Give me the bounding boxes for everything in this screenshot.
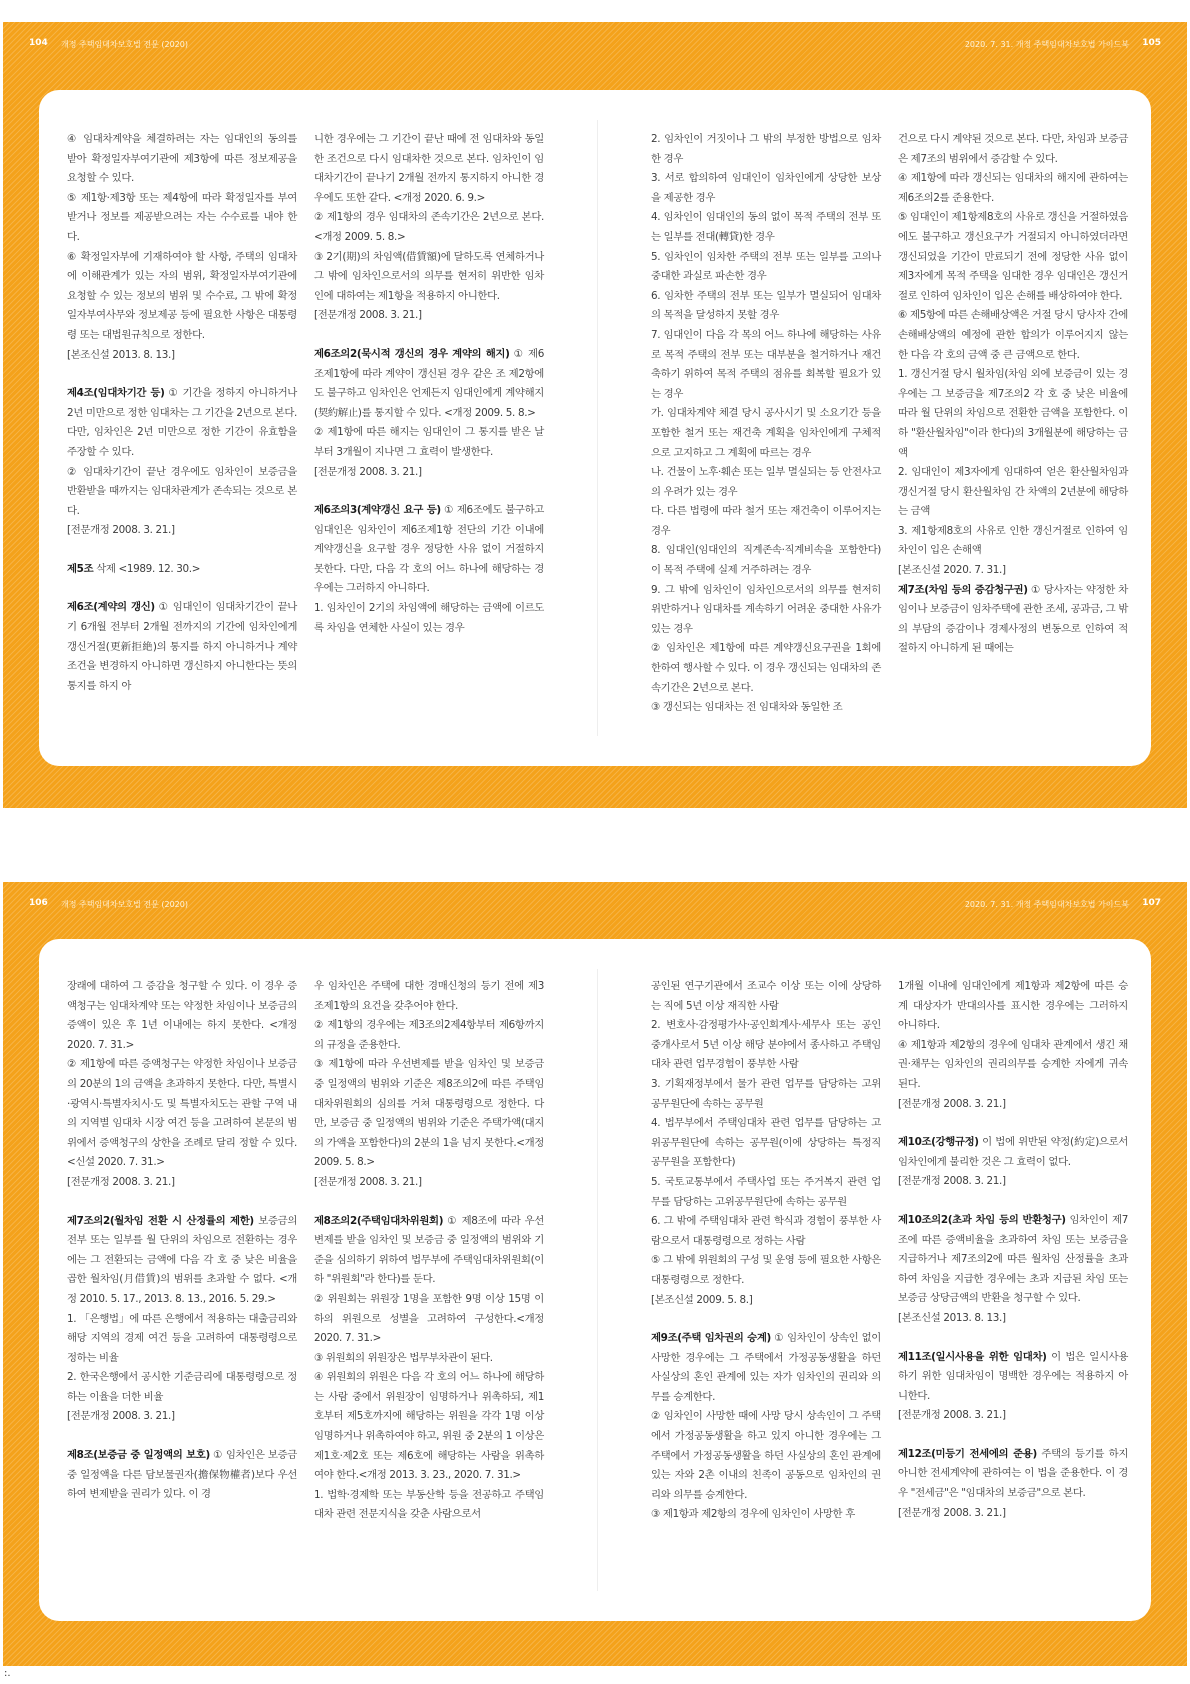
clause-paragraph [651,463,881,502]
paragraph-text: 7. 임대인이 다음 각 목의 어느 하나에 해당하는 사유로 목적 주택의 전부 또는 대부분을 철거하거나 재건축하기 위하여 목적 주택의 점유를 회복할 필요가 있는 경우 [651,328,881,400]
paragraph-text: ⑤ 제1항·제3항 또는 제4항에 따라 확정일자를 부여받거나 정보를 제공받으려는 자는 수수료를 내야 한다. [67,191,297,243]
article-paragraph [898,1133,1128,1172]
paragraph-text: 건으로 다시 계약된 것으로 본다. 다만, 차임과 보증금은 제7조의 범위에서 증감할 수 있다. [898,133,1129,165]
paragraph-text: 5. 임차인이 임차한 주택의 전부 또는 일부를 고의나 중대한 과실로 파손한 경우 [651,250,881,283]
clause-paragraph [651,581,881,640]
running-title-right: 2020. 7. 31. 개정 주택임대차보호법 가이드북 [964,40,1129,49]
clause-paragraph [67,463,297,522]
paragraph-text: [전문개정 2008. 3. 21.] [314,465,422,478]
clause-paragraph [651,287,881,326]
article-heading: 제9조(주택 임차권의 승계) [651,1332,771,1345]
clause-paragraph [67,189,297,248]
page-spread-104-105 [3,22,1187,808]
paragraph-text: ① 임차인이 상속인 없이 사망한 경우에는 그 주택에서 가정공동생활을 하던 사실상의 혼인 관계에 있는 자가 임차인의 권리와 의무를 승계한다. [651,1332,881,1403]
clause-paragraph [651,326,881,404]
paragraph-text: [전문개정 2008. 3. 21.] [67,1410,175,1423]
clause-paragraph [67,1368,297,1407]
page-number-left: 106 [29,898,48,908]
paragraph-text: 장래에 대하여 그 증감을 청구할 수 있다. 이 경우 증액청구는 임대차계약 또는 약정한 차임이나 보증금의 증액이 있은 후 1년 이내에는 하지 못한다. <개정 2020. 7. 31.> [67,980,297,1051]
clause-paragraph [651,1212,881,1251]
clause-paragraph [651,130,881,169]
paragraph-text: ② 제1항의 경우에는 제3조의2제4항부터 제6항까지의 규정을 준용한다. [314,1019,544,1051]
page-number-left: 104 [29,38,48,48]
article-heading: 제6조의2(묵시적 갱신의 경우 계약의 해지) [314,347,510,360]
paragraph-text: [전문개정 2008. 3. 21.] [898,1097,1006,1110]
paragraph-text: 3. 제1항제8호의 사유로 인한 갱신거절로 인하여 임차인이 입은 손해액 [898,524,1128,557]
clause-paragraph [651,1505,881,1525]
paragraph-text: 보증금의 전부 또는 일부를 월 단위의 차임으로 전환하는 경우에는 그 전환되는 금액에 다음 각 호 중 낮은 비율을 곱한 월차임(月借賃)의 범위를 초과할 수 없다. <개정 2010. 5. 17., 2013. 8. 13., 2016. 5. 29.> [67,1214,298,1305]
text-column [314,130,544,638]
article-heading: 제10조(강행규정) [898,1136,979,1149]
clause-paragraph [898,1172,1128,1192]
paragraph-text: [전문개정 2008. 3. 21.] [314,1175,422,1188]
paragraph-text: 5. 국토교통부에서 주택사업 또는 주거복지 관련 업무를 담당하는 고위공무원단에 속하는 공무원 [651,1175,881,1208]
running-title-left: 개정 주택임대차보호법 전문 (2020) [61,900,188,909]
paragraph-text: 임차인이 제7조에 따른 증액비율을 초과하여 차임 또는 보증금을 지급하거나 제7조의2에 따른 월차임 산정률을 초과하여 차임을 지급한 경우에는 초과 지급된 차임 또는 보증금 상당금액의 반환을 청구할 수 있다. [898,1213,1128,1305]
paragraph-text: ① 제6조에도 불구하고 임대인은 임차인이 제6조제1항 전단의 기간 이내에 계약갱신을 요구할 경우 정당한 사유 없이 거절하지 못한다. 다만, 다음 각 호의 어느 하나에 해당하는 경우에는 그러하지 아니하다. [314,504,544,595]
paragraph-text: [본조신설 2020. 7. 31.] [898,564,1006,577]
page-number-right: 105 [1142,38,1161,48]
article-paragraph [898,1445,1128,1504]
clause-paragraph [898,1036,1128,1095]
paragraph-text: 니한 경우에는 그 기간이 끝난 때에 전 임대차와 동일한 조건으로 다시 임대차한 것으로 본다. 임차인이 임대차기간이 끝나기 2개월 전까지 통지하지 아니한 경우에도 또한 같다. <개정 2020. 6. 9.> [314,133,544,204]
paragraph-text: ⑥ 제5항에 따른 손해배상액은 거절 당시 당사자 간에 손해배상액의 예정에 관한 합의가 이루어지지 않는 한 다음 각 호의 금액 중 큰 금액으로 한다. [898,309,1128,361]
article-paragraph [67,1446,297,1505]
clause-paragraph [67,977,297,1055]
clause-paragraph [314,208,544,247]
paragraph-text: [전문개정 2008. 3. 21.] [67,1175,175,1188]
paragraph-text: ② 위원회는 위원장 1명을 포함한 9명 이상 15명 이하의 위원으로 성별을 고려하여 구성한다.<개정 2020. 7. 31.> [314,1292,544,1345]
paragraph-text: ⑥ 확정일자부에 기재하여야 할 사항, 주택의 임대차에 이해관계가 있는 자의 범위, 확정일자부여기관에 요청할 수 있는 정보의 범위 및 수수료, 그 밖에 확정일자부여사무와 정보제공 등에 필요한 사항은 대통령령 또는 대법원규칙으로 정한다. [67,250,297,341]
clause-paragraph [651,1251,881,1290]
paragraph-text: ② 제1항의 경우 임대차의 존속기간은 2년으로 본다.<개정 2009. 5. 8.> [314,211,544,243]
article-heading: 제6조의3(계약갱신 요구 등) [314,504,441,517]
article-heading: 제7조의2(월차임 전환 시 산정률의 제한) [67,1214,254,1227]
clause-paragraph [314,1173,544,1193]
paragraph-text: 2. 임차인이 거짓이나 그 밖의 부정한 방법으로 임차한 경우 [651,133,881,165]
paragraph-text: ① 제6조제1항에 따라 계약이 갱신된 경우 같은 조 제2항에도 불구하고 임차인은 언제든지 임대인에게 계약해지(契約解止)를 통지할 수 있다. <개정 2009. 5. 8.> [314,347,544,419]
paragraph-text: 나. 건물이 노후·훼손 또는 일부 멸실되는 등 안전사고의 우려가 있는 경우 [651,466,882,498]
clause-paragraph [67,130,297,189]
article-heading: 제8조(보증금 중 일정액의 보호) [67,1449,210,1462]
clause-paragraph [314,306,544,326]
paragraph-text: [본조신설 2013. 8. 13.] [898,1311,1006,1324]
clause-paragraph [314,977,544,1016]
clause-paragraph [898,365,1128,463]
clause-paragraph [67,248,297,346]
page-number-right: 107 [1142,898,1161,908]
clause-paragraph [314,599,544,638]
clause-paragraph [314,1368,544,1486]
clause-paragraph [314,1016,544,1055]
clause-paragraph [67,1310,297,1369]
paragraph-text: ① 제8조에 따라 우선변제를 받을 임차인 및 보증금 중 일정액의 범위와 기준을 심의하기 위하여 법무부에 주택임대차위원회(이하 "위원회"라 한다)를 둔다. [314,1214,544,1286]
article-paragraph [898,1211,1128,1309]
paragraph-text: 이 법은 일시사용하기 위한 임대차임이 명백한 경우에는 적용하지 아니한다. [898,1350,1129,1402]
clause-paragraph [651,1016,881,1075]
paragraph-text: 1개월 이내에 임대인에게 제1항과 제2항에 따른 승계 대상자가 반대의사를 표시한 경우에는 그러하지 아니하다. [898,980,1128,1032]
clause-paragraph [314,1055,544,1173]
text-column [67,977,297,1505]
clause-paragraph [898,306,1128,365]
paragraph-text: ③ 제1항에 따라 우선변제를 받을 임차인 및 보증금 중 일정액의 범위와 기준은 제8조의2에 따른 주택임대차위원회의 심의를 거쳐 대통령령으로 정한다. 다만, 보증금 중 일정액의 범위와 기준은 주택가액(대지의 가액을 포함한다)의 2분의 1을 넘지 못한다.<개정 2009. 5. 8.> [314,1058,544,1169]
article-heading: 제8조의2(주택임대차위원회) [314,1214,444,1227]
clause-paragraph [651,502,881,541]
paragraph-text: 1. 법학·경제학 또는 부동산학 등을 전공하고 주택임대차 관련 전문지식을 갖춘 사람으로서 [314,1488,544,1521]
article-heading: 제12조(미등기 전세에의 준용) [898,1447,1037,1460]
paragraph-text: 2. 변호사·감정평가사·공인회계사·세무사 또는 공인중개사로서 5년 이상 해당 분야에서 종사하고 주택임대차 관련 업무경험이 풍부한 사람 [651,1019,881,1071]
article-paragraph [67,1212,297,1310]
text-column [67,130,297,696]
clause-paragraph [898,1406,1128,1426]
clause-paragraph [651,698,881,718]
clause-paragraph [898,977,1128,1036]
clause-paragraph [651,169,881,208]
paragraph-text: [전문개정 2008. 3. 21.] [67,524,175,537]
paragraph-text: ② 임차인은 제1항에 따른 계약갱신요구권을 1회에 한하여 행사할 수 있다. 이 경우 갱신되는 임대차의 존속기간은 2년으로 본다. [651,642,882,694]
clause-paragraph [651,208,881,247]
article-heading: 제11조(일시사용을 위한 임대차) [898,1350,1047,1363]
content-card [39,939,1151,1621]
paragraph-text: ⑤ 임대인이 제1항제8호의 사유로 갱신을 거절하였음에도 불구하고 갱신요구가 거절되지 아니하였더라면 갱신되었을 기간이 만료되기 전에 정당한 사유 없이 제3자에게 목적 주택을 임대한 경우 임대인은 갱신거절로 인하여 임차인이 입은 손해를 배상하여야 한다. [898,211,1128,302]
article-paragraph [314,345,544,423]
article-paragraph [898,1348,1128,1407]
paragraph-text: 6. 임차한 주택의 전부 또는 일부가 멸실되어 임대차의 목적을 달성하지 못할 경우 [651,289,881,322]
paragraph-text: 주택의 등기를 하지 아니한 전세계약에 관하여는 이 법을 준용한다. 이 경우 "전세금"은 "임대차의 보증금"으로 본다. [898,1447,1129,1500]
footer-mark: :. [4,1668,11,1679]
clause-paragraph [651,1173,881,1212]
paragraph-text: 4. 법무부에서 주택임대차 관련 업무를 담당하는 고위공무원단에 속하는 공무원(이에 상당하는 특정직 공무원을 포함한다) [651,1117,881,1169]
paragraph-text: [본조신설 2009. 5. 8.] [651,1293,753,1306]
page-gutter [597,969,598,1591]
paragraph-text: ① 당사자는 약정한 차임이나 보증금이 임차주택에 관한 조세, 공과금, 그 밖의 부담의 증감이나 경제사정의 변동으로 인하여 적절하지 아니하게 된 때에는 [898,583,1129,655]
clause-paragraph [898,208,1128,306]
article-paragraph [67,384,297,462]
clause-paragraph [67,346,297,366]
article-heading: 제10조의2(초과 차임 등의 반환청구) [898,1213,1066,1226]
clause-paragraph [651,639,881,698]
clause-paragraph [314,1290,544,1349]
paragraph-text: 가. 임대차계약 체결 당시 공사시기 및 소요기간 등을 포함한 철거 또는 재건축 계획을 임차인에게 구체적으로 고지하고 그 계획에 따르는 경우 [651,407,881,459]
clause-paragraph [67,1173,297,1193]
article-heading: 제5조 [67,562,94,575]
paragraph-text: ① 임차인은 보증금 중 일정액을 다른 담보물권자(擔保物權者)보다 우선하여 변제받을 권리가 있다. 이 경 [67,1449,297,1501]
running-header [3,882,1187,912]
article-heading: 제7조(차임 등의 증감청구권) [898,583,1028,596]
paragraph-text: 1. 갱신거절 당시 월차임(차임 외에 보증금이 있는 경우에는 그 보증금을 제7조의2 각 호 중 낮은 비율에 따라 월 단위의 차임으로 전환한 금액을 포함한다. 이하 "환산월차임"이라 한다)의 3개월분에 해당하는 금액 [898,368,1128,459]
clause-paragraph [651,1075,881,1114]
paragraph-text: 9. 그 밖에 임차인이 임차인으로서의 의무를 현저히 위반하거나 임대차를 계속하기 어려운 중대한 사유가 있는 경우 [651,583,881,635]
clause-paragraph [651,977,881,1016]
clause-paragraph [651,1114,881,1173]
paragraph-text: 2. 한국은행에서 공시한 기준금리에 대통령령으로 정하는 이율을 더한 비율 [67,1371,297,1403]
article-paragraph [314,1212,544,1290]
paragraph-text: 6. 그 밖에 주택임대차 관련 학식과 경험이 풍부한 사람으로서 대통령령으로 정하는 사람 [651,1215,881,1247]
paragraph-text: ④ 임대차계약을 체결하려는 자는 임대인의 동의를 받아 확정일자부여기관에 제3항에 따른 정보제공을 요청할 수 있다. [67,133,297,185]
clause-paragraph [67,1055,297,1173]
clause-paragraph [314,130,544,208]
text-column [651,130,881,718]
running-title-right: 2020. 7. 31. 개정 주택임대차보호법 가이드북 [964,900,1129,909]
text-column [651,977,881,1525]
text-column [314,977,544,1525]
clause-paragraph [898,1504,1128,1524]
paragraph-text: ③ 갱신되는 임대차는 전 임대차와 동일한 조 [651,701,843,714]
clause-paragraph [898,1309,1128,1329]
clause-paragraph [898,463,1128,522]
text-column [898,977,1128,1523]
article-paragraph [651,1329,881,1407]
paragraph-text: [전문개정 2008. 3. 21.] [314,309,422,322]
clause-paragraph [651,1407,881,1505]
clause-paragraph [314,423,544,462]
paragraph-text: 삭제 <1989. 12. 30.> [93,562,201,575]
paragraph-text: 4. 임차인이 임대인의 동의 없이 목적 주택의 전부 또는 일부를 전대(轉貸)한 경우 [651,211,881,243]
paragraph-text: 1. 임차인이 2기의 차임액에 해당하는 금액에 이르도록 차임을 연체한 사실이 있는 경우 [314,602,544,634]
paragraph-text: ③ 위원회의 위원장은 법무부차관이 된다. [314,1351,493,1364]
paragraph-text: 공인된 연구기관에서 조교수 이상 또는 이에 상당하는 직에 5년 이상 재직한 사람 [651,980,881,1012]
clause-paragraph [314,1349,544,1369]
clause-paragraph [314,463,544,483]
clause-paragraph [898,130,1128,169]
paragraph-text: 1. 「은행법」에 따른 은행에서 적용하는 대출금리와 해당 지역의 경제 여건 등을 고려하여 대통령령으로 정하는 비율 [67,1312,297,1364]
page-gutter [597,120,598,736]
paragraph-text: ① 기간을 정하지 아니하거나 2년 미만으로 정한 임대차는 그 기간을 2년으로 본다. 다만, 임차인은 2년 미만으로 정한 기간이 유효함을 주장할 수 있다. [67,387,297,458]
clause-paragraph [314,1486,544,1525]
paragraph-text: ④ 위원회의 위원은 다음 각 호의 어느 하나에 해당하는 사람 중에서 위원장이 임명하거나 위촉하되, 제1호부터 제5호까지에 해당하는 위원을 각각 1명 이상 임명하거나 위촉하여야 하고, 위원 중 2분의 1 이상은 제1호·제2호 또는 제6호에 해당하는 사람을 위촉하여야 한다.<개정 2013. 3. 23., 2020. 7. 31.> [314,1371,544,1482]
paragraph-text: ② 제1항에 따른 해지는 임대인이 그 통지를 받은 날부터 3개월이 지나면 그 효력이 발생한다. [314,426,544,458]
page-spread-106-107 [3,882,1187,1666]
paragraph-text: ② 임대차기간이 끝난 경우에도 임차인이 보증금을 반환받을 때까지는 임대차관계가 존속되는 것으로 본다. [67,465,297,517]
article-paragraph [67,598,297,696]
paragraph-text: [본조신설 2013. 8. 13.] [67,348,175,361]
running-title-left: 개정 주택임대차보호법 전문 (2020) [61,40,188,49]
clause-paragraph [651,541,881,580]
article-paragraph [67,560,297,580]
paragraph-text: ③ 2기(期)의 차임액(借賃額)에 달하도록 연체하거나 그 밖에 임차인으로서의 의무를 현저히 위반한 임차인에 대하여는 제1항을 적용하지 아니한다. [314,250,544,302]
clause-paragraph [898,522,1128,561]
clause-paragraph [898,169,1128,208]
paragraph-text: ⑤ 그 밖에 위원회의 구성 및 운영 등에 필요한 사항은 대통령령으로 정한다. [651,1254,881,1286]
clause-paragraph [314,248,544,307]
running-header [3,22,1187,52]
paragraph-text: 3. 기획재정부에서 물가 관련 업무를 담당하는 고위공무원단에 속하는 공무원 [651,1077,881,1110]
clause-paragraph [651,1291,881,1311]
clause-paragraph [898,1095,1128,1115]
paragraph-text: 8. 임대인(임대인의 직계존속·직계비속을 포함한다)이 목적 주택에 실제 거주하려는 경우 [651,544,881,577]
clause-paragraph [67,1407,297,1427]
paragraph-text: ② 임차인이 사망한 때에 사망 당시 상속인이 그 주택에서 가정공동생활을 하고 있지 아니한 경우에는 그 주택에서 가정공동생활을 하던 사실상의 혼인 관계에 있는 자와 2촌 이내의 친족이 공동으로 임차인의 권리와 의무를 승계한다. [651,1410,881,1501]
paragraph-text: ② 제1항에 따른 증액청구는 약정한 차임이나 보증금의 20분의 1의 금액을 초과하지 못한다. 다만, 특별시·광역시·특별자치시·도 및 특별자치도는 관할 구역 내의 지역별 임대차 시장 여건 등을 고려하여 본문의 범위에서 증액청구의 상한을 조례로 달리 정할 수 있다.<신설 2020. 7. 31.> [67,1058,297,1169]
paragraph-text: ④ 제1항과 제2항의 경우에 임대차 관계에서 생긴 채권·채무는 임차인의 권리의무를 승계한 자에게 귀속된다. [898,1038,1128,1090]
article-heading: 제6조(계약의 갱신) [67,601,155,614]
paragraph-text: 다. 다른 법령에 따라 철거 또는 재건축이 이루어지는 경우 [651,505,881,537]
article-heading: 제4조(임대차기간 등) [67,387,165,400]
clause-paragraph [67,521,297,541]
clause-paragraph [651,404,881,463]
paragraph-text: [전문개정 2008. 3. 21.] [898,1409,1006,1422]
text-column [898,130,1128,659]
article-paragraph [898,581,1128,659]
paragraph-text: ④ 제1항에 따라 갱신되는 임대차의 해지에 관하여는 제6조의2를 준용한다. [898,172,1128,204]
paragraph-text: 3. 서로 합의하여 임대인이 임차인에게 상당한 보상을 제공한 경우 [651,172,881,204]
content-card [39,90,1151,766]
paragraph-text: ③ 제1항과 제2항의 경우에 임차인이 사망한 후 [651,1508,855,1521]
clause-paragraph [651,248,881,287]
paragraph-text: 이 법에 위반된 약정(約定)으로서 임차인에게 불리한 것은 그 효력이 없다. [898,1136,1128,1168]
paragraph-text: 우 임차인은 주택에 대한 경매신청의 등기 전에 제3조제1항의 요건을 갖추어야 한다. [314,980,544,1012]
paragraph-text: ① 임대인이 임대차기간이 끝나기 6개월 전부터 2개월 전까지의 기간에 임차인에게 갱신거절(更新拒絶)의 통지를 하지 아니하거나 계약조건을 변경하지 아니하면 갱신하지 아니한다는 뜻의 통지를 하지 아 [67,601,297,692]
paragraph-text: 2. 임대인이 제3자에게 임대하여 얻은 환산월차임과 갱신거절 당시 환산월차임 간 차액의 2년분에 해당하는 금액 [898,466,1128,518]
paragraph-text: [전문개정 2008. 3. 21.] [898,1175,1006,1188]
article-paragraph [314,501,544,599]
paragraph-text: [전문개정 2008. 3. 21.] [898,1506,1006,1519]
clause-paragraph [898,561,1128,581]
